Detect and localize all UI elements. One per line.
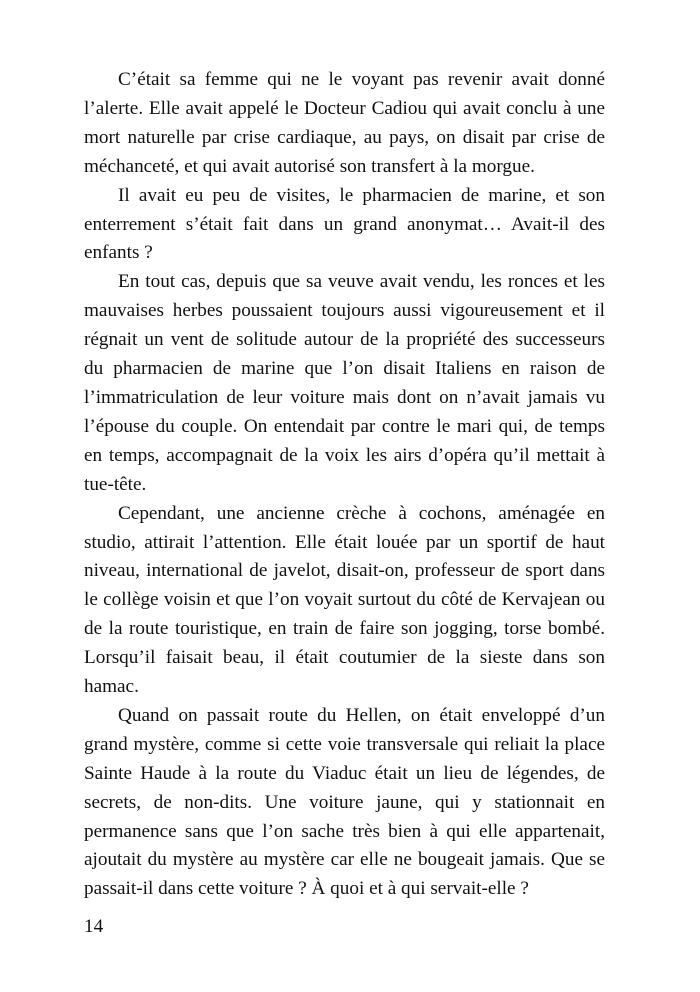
paragraph-5: Quand on passait route du Hellen, on était enveloppé d’un grand mystère, comme si cette voie transversale qui reliait la place Sainte Haude à la route du Viaduc était un lieu de légendes, de secrets, de non-dits. Une voiture jaune, qui y stationnait en permanence sans que l’on sache très bien à qui elle appartenait, ajoutait du mystère au mystère car elle ne bougeait jamais. Que se passait-il dans cette voiture ? À quoi et à qui servait-elle ? [84, 704, 605, 900]
paragraph-3: En tout cas, depuis que sa veuve avait vendu, les ronces et les mauvaises herbes poussaient toujours aussi vigoureusement et il régnait un vent de solitude autour de la propriété des successeurs du pharmacien de marine que l’on disait Italiens en raison de l’immatriculation de leur voiture mais dont on n’avait jamais vu l’épouse du couple. On entendait par contre le mari qui, de temps en temps, accompagnait de la voix les airs d’opéra qu’il mettait à tue-tête. [84, 271, 605, 495]
page-number: 14 [84, 916, 104, 937]
paragraph-1: C’était sa femme qui ne le voyant pas revenir avait donné l’alerte. Elle avait appelé le Docteur Cadiou qui avait conclu à une mort naturelle par crise cardiaque, au pays, on disait par crise de méchanceté, et qui avait autorisé son transfert à la morgue. [84, 69, 605, 177]
paragraph-2: Il avait eu peu de visites, le pharmacien de marine, et son enterrement s’était fait dans un grand anonymat… Avait-il des enfants ? [84, 184, 605, 264]
body-text [84, 66, 605, 904]
paragraph-4: Cependant, une ancienne crèche à cochons, aménagée en studio, attirait l’attention. Elle était louée par un sportif de haut niveau, international de javelot, disait-on, professeur de sport dans le collège voisin et que l’on voyait surtout du côté de Kervajean ou de la route touristique, en train de faire son jogging, torse bombé. Lorsqu’il faisait beau, il était coutumier de la sieste dans son hamac. [84, 502, 605, 698]
